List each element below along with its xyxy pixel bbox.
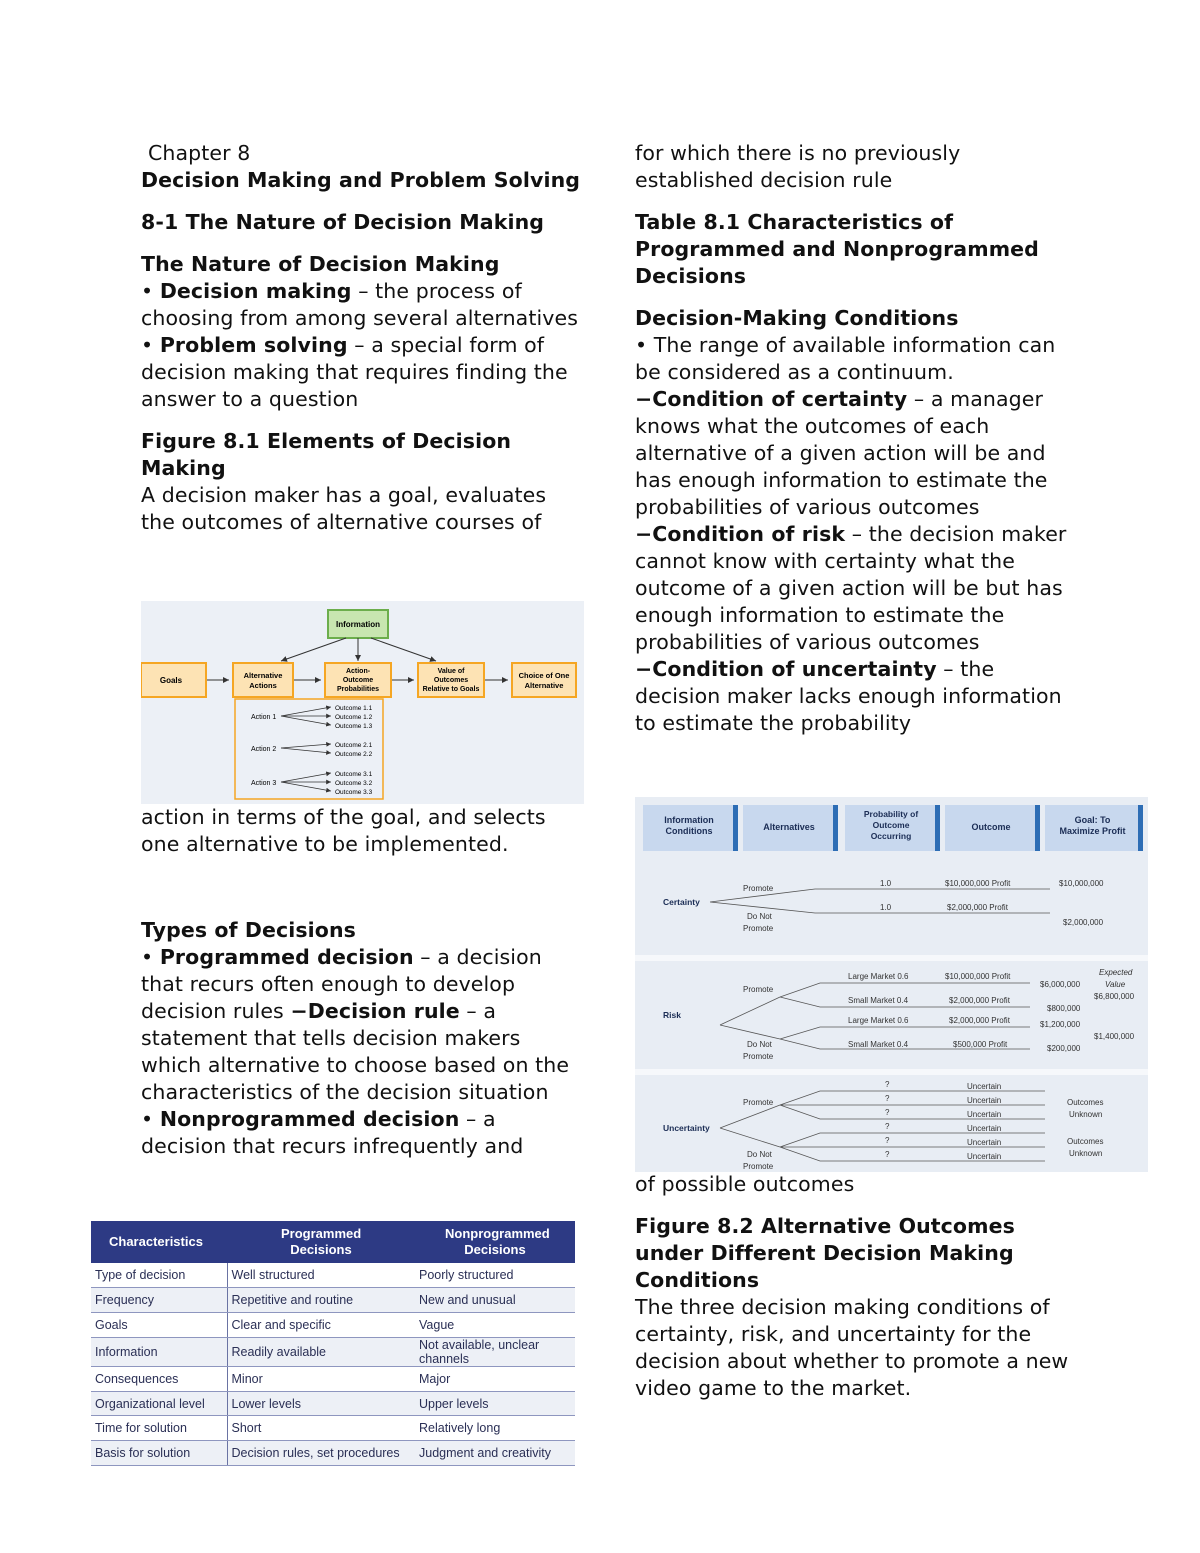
certainty-item — [635, 386, 1075, 521]
table-row — [91, 1416, 575, 1441]
uncertainty-continued: of possible outcomes — [635, 1172, 855, 1196]
outcome-1-1: Outcome 1.1 — [335, 705, 373, 712]
table-8-1-title: Table 8.1 Characteristics of Programmed and Nonprogrammed Decisions — [635, 210, 1039, 288]
risk-branches — [720, 997, 780, 1039]
table-cell: Poorly structured — [415, 1263, 575, 1287]
table-row — [91, 1337, 575, 1366]
promote-label: Promote — [743, 1098, 774, 1107]
term: −Condition of certainty — [635, 387, 908, 411]
figure-8-1-caption-b: action in terms of the goal, and selects one alternative to be implemented. — [141, 805, 546, 856]
table-cell: Decision rules, set procedures — [227, 1441, 415, 1466]
header-probability: Probability of Outcome Occurring — [863, 809, 919, 841]
promote-label: Promote — [743, 985, 774, 994]
figure-8-2-caption: The three decision making conditions of certainty, risk, and uncertainty for the decision about whether to promote a new video game to the market. — [635, 1295, 1069, 1400]
table-cell: Type of decision — [91, 1263, 227, 1287]
table-cell: Goals — [91, 1312, 227, 1337]
outcomes-unknown-2: Unknown — [1069, 1149, 1103, 1158]
do-not-label-2: Promote — [743, 1052, 774, 1061]
uncertain-outcome: Uncertain — [967, 1138, 1002, 1147]
table-cell: Short — [227, 1416, 415, 1441]
left-column-top — [141, 140, 581, 536]
nonprogrammed-decision-item — [141, 1106, 581, 1160]
problem-solving-item — [141, 332, 581, 413]
risk-item — [635, 521, 1075, 656]
expected-value-total: $1,400,000 — [1094, 1032, 1135, 1041]
figure-8-2-title: Figure 8.2 Alternative Outcomes under Different Decision Making Conditions — [635, 1214, 1015, 1292]
header-characteristics: Characteristics — [91, 1221, 227, 1263]
header-information-conditions: Information Conditions — [664, 815, 714, 836]
table-cell: Information — [91, 1337, 227, 1366]
alt-actions-label-2: Actions — [249, 681, 277, 690]
definition: – a special form of decision making that requires finding the answer to a question — [141, 333, 568, 411]
outcome-3-3: Outcome 3.3 — [335, 789, 373, 796]
goals-label: Goals — [159, 676, 183, 685]
definition: – the process of choosing from among several alternatives — [141, 279, 578, 330]
outcome-value: $10,000,000 Profit — [945, 879, 1011, 888]
outcome-3-1: Outcome 3.1 — [335, 771, 373, 778]
decision-making-item — [141, 278, 581, 332]
outcome-1-2: Outcome 1.2 — [335, 714, 373, 721]
table-cell: Readily available — [227, 1337, 415, 1366]
do-not-label-1: Do Not — [747, 1150, 772, 1159]
conditions-heading: Decision-Making Conditions — [635, 306, 959, 330]
uncertainty-branches — [780, 1091, 1045, 1161]
definition: – a decision that recurs often enough to develop decision rules — [141, 945, 542, 1023]
table-cell: Repetitive and routine — [227, 1287, 415, 1312]
table-row — [91, 1312, 575, 1337]
unknown-probability: ? — [885, 1122, 890, 1131]
expected-value: $800,000 — [1047, 1004, 1081, 1013]
outcome-2-1: Outcome 2.1 — [335, 742, 373, 749]
certainty-label: Certainty — [663, 897, 700, 907]
outcomes-unknown-1: Outcomes — [1067, 1098, 1104, 1107]
table-cell: Vague — [415, 1312, 575, 1337]
choice-box — [512, 663, 576, 697]
outcomes-unknown-2: Unknown — [1069, 1110, 1103, 1119]
unknown-probability: ? — [885, 1150, 890, 1159]
figure-8-2-diagram — [635, 797, 1148, 1172]
outcome-2-2: Outcome 2.2 — [335, 751, 373, 758]
table-cell: New and unusual — [415, 1287, 575, 1312]
types-heading: Types of Decisions — [141, 918, 356, 942]
term: Problem solving — [159, 333, 348, 357]
expected-value-total: $6,800,000 — [1094, 992, 1135, 1001]
conditions-intro: • The range of available information can be considered as a continuum. — [635, 333, 1056, 384]
term: Nonprogrammed decision — [159, 1107, 460, 1131]
information-label: Information — [336, 620, 380, 629]
figure-8-1-caption-a: A decision maker has a goal, evaluates the outcomes of alternative courses of — [141, 483, 547, 534]
chapter-title: Decision Making and Problem Solving — [141, 168, 581, 192]
table-header-row — [91, 1221, 575, 1263]
value-label-2: Outcomes — [433, 677, 469, 684]
small-market-label: Small Market 0.4 — [848, 996, 909, 1005]
term: −Condition of uncertainty — [635, 657, 937, 681]
left-column-bottom — [141, 804, 581, 1160]
value-label: Value — [1105, 980, 1126, 989]
alternative-actions-box — [233, 663, 293, 697]
header-outcome: Outcome — [971, 822, 1011, 832]
uncertainty-label: Uncertainty — [663, 1123, 710, 1133]
unknown-probability: ? — [885, 1080, 890, 1089]
table-row — [91, 1366, 575, 1391]
table-cell: Judgment and creativity — [415, 1441, 575, 1466]
do-not-label-2: Promote — [743, 1162, 774, 1171]
header-alternatives: Alternatives — [763, 822, 815, 832]
goal-value: $10,000,000 — [1059, 879, 1104, 888]
table-cell: Organizational level — [91, 1391, 227, 1416]
table-cell: Minor — [227, 1366, 415, 1391]
expected-label: Expected — [1099, 968, 1133, 977]
definition: – a statement that tells decision makers which alternative to choose based on the characteristics of the decision situation — [141, 999, 570, 1104]
expected-value: $1,200,000 — [1040, 1020, 1081, 1029]
figure-8-2-header — [643, 805, 1143, 851]
outcome-value: $2,000,000 Profit — [949, 996, 1010, 1005]
table-row — [91, 1287, 575, 1312]
table-8-1 — [91, 1221, 575, 1466]
probs-label-1: Action- — [345, 668, 371, 675]
action-2-label: Action 2 — [251, 746, 277, 753]
bullet: • — [141, 279, 160, 303]
table-cell: Upper levels — [415, 1391, 575, 1416]
characteristics-table — [91, 1221, 575, 1466]
table-cell: Basis for solution — [91, 1441, 227, 1466]
goal-value: $2,000,000 — [1063, 918, 1104, 927]
right-column-top — [635, 140, 1075, 737]
outcomes-unknown-1: Outcomes — [1067, 1137, 1104, 1146]
promote-label: Promote — [743, 884, 774, 893]
do-not-label-1: Do Not — [747, 1040, 772, 1049]
table-row — [91, 1391, 575, 1416]
uncertain-outcome: Uncertain — [967, 1124, 1002, 1133]
table-cell: Consequences — [91, 1366, 227, 1391]
header-goal: Goal: To Maximize Profit — [1059, 815, 1126, 836]
unknown-probability: ? — [885, 1136, 890, 1145]
table-cell: Frequency — [91, 1287, 227, 1312]
bullet: • — [141, 1107, 160, 1131]
right-column-bottom — [635, 1171, 1075, 1402]
definition: – a decision that recurs infrequently and — [141, 1107, 524, 1158]
header-programmed — [227, 1221, 415, 1263]
header-nonprogrammed-text: Nonprogrammed Decisions — [445, 1226, 550, 1257]
uncertainty-item — [635, 656, 1075, 737]
chapter-label: Chapter 8 — [148, 141, 251, 165]
figure-8-2-svg — [635, 797, 1148, 1172]
outcome-value: $2,000,000 Profit — [947, 903, 1008, 912]
alt-actions-label-1: Alternative — [243, 671, 283, 680]
outcome-value: $10,000,000 Profit — [945, 972, 1011, 981]
header-programmed-text: Programmed Decisions — [281, 1226, 362, 1257]
table-cell: Relatively long — [415, 1416, 575, 1441]
do-not-label-1: Do Not — [747, 912, 772, 921]
outcome-1-3: Outcome 1.3 — [335, 723, 373, 730]
table-cell: Clear and specific — [227, 1312, 415, 1337]
unknown-probability: ? — [885, 1094, 890, 1103]
unknown-probability: ? — [885, 1108, 890, 1117]
probs-label-2: Outcome — [342, 677, 374, 684]
figure-8-1-svg — [141, 601, 584, 804]
risk-label: Risk — [663, 1010, 681, 1020]
header-nonprogrammed — [415, 1221, 575, 1263]
bullet: • — [141, 945, 160, 969]
action-1-label: Action 1 — [251, 714, 277, 721]
definition: – the decision maker cannot know with certainty what the outcome of a given action will be but has enough information to estimate the probabilities of various outcomes — [635, 522, 1067, 654]
table-cell: Lower levels — [227, 1391, 415, 1416]
outcome-value: $2,000,000 Profit — [949, 1016, 1010, 1025]
term: −Decision rule — [290, 999, 460, 1023]
large-market-label: Large Market 0.6 — [848, 972, 909, 981]
prob-value: 1.0 — [880, 903, 892, 912]
large-market-label: Large Market 0.6 — [848, 1016, 909, 1025]
term: Decision making — [159, 279, 352, 303]
action-3-label: Action 3 — [251, 780, 277, 787]
table-cell: Well structured — [227, 1263, 415, 1287]
table-cell: Time for solution — [91, 1416, 227, 1441]
expected-value: $200,000 — [1047, 1044, 1081, 1053]
value-label-3: Relative to Goals — [422, 686, 480, 693]
term: −Condition of risk — [635, 522, 846, 546]
outcome-value: $500,000 Profit — [953, 1040, 1008, 1049]
probs-label-3: Probabilities — [336, 686, 380, 693]
small-market-label: Small Market 0.4 — [848, 1040, 909, 1049]
uncertain-outcome: Uncertain — [967, 1096, 1002, 1105]
section-heading: 8-1 The Nature of Decision Making — [141, 210, 545, 234]
nonprogrammed-continued: for which there is no previously established decision rule — [635, 141, 961, 192]
uncertain-outcome: Uncertain — [967, 1082, 1002, 1091]
figure-8-1-title: Figure 8.1 Elements of Decision Making — [141, 429, 512, 480]
term: Programmed decision — [159, 945, 414, 969]
do-not-label-2: Promote — [743, 924, 774, 933]
uncertain-outcome: Uncertain — [967, 1152, 1002, 1161]
prob-value: 1.0 — [880, 879, 892, 888]
definition: – a manager knows what the outcomes of each alternative of a given action will be and has enough information to estimate the probabilities of various outcomes — [635, 387, 1048, 519]
table-row — [91, 1441, 575, 1466]
value-label-1: Value of — [437, 668, 465, 675]
figure-8-1-diagram — [141, 601, 584, 804]
choice-label-2: Alternative — [524, 681, 564, 690]
choice-label-1: Choice of One — [518, 671, 570, 680]
outcome-3-2: Outcome 3.2 — [335, 780, 373, 787]
table-cell: Major — [415, 1366, 575, 1391]
bullet: • — [141, 333, 160, 357]
table-cell: Not available, unclear channels — [415, 1337, 575, 1366]
table-row — [91, 1263, 575, 1287]
subsection-heading: The Nature of Decision Making — [141, 252, 500, 276]
expected-value: $6,000,000 — [1040, 980, 1081, 989]
uncertain-outcome: Uncertain — [967, 1110, 1002, 1119]
programmed-decision-item — [141, 944, 581, 1106]
definition: – the decision maker lacks enough information to estimate the probability — [635, 657, 1062, 735]
